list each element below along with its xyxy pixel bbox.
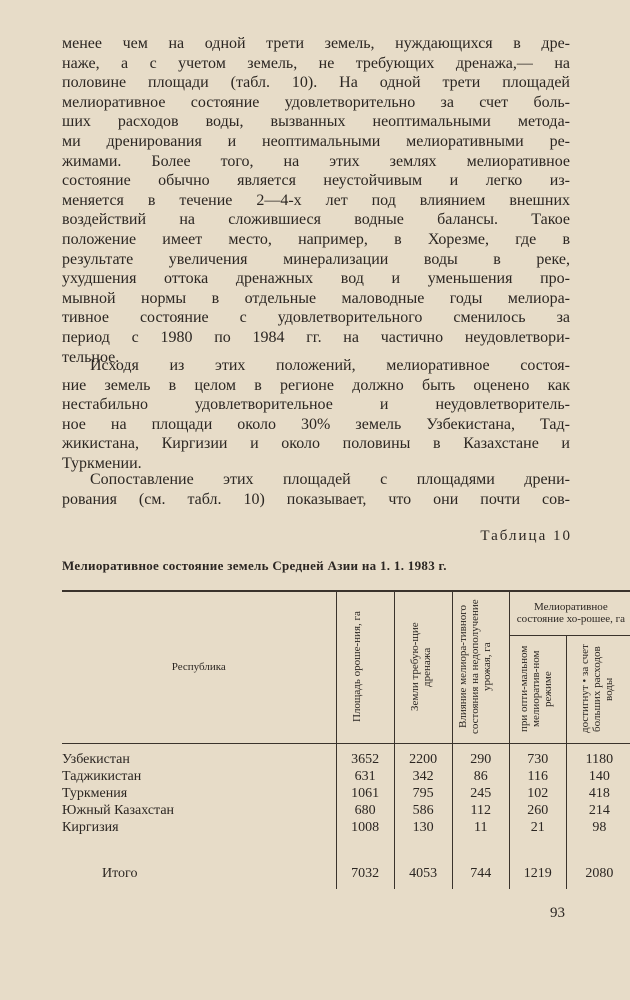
text-line: нестабильно удовлетворительное и неудовлетворитель- [62,396,570,414]
text-line: состояние обычно является неустойчивым и легко из- [62,172,570,190]
header-good-group [509,591,630,635]
header-impact-label: Влияние мелиора-тивного состояния на недополучение урожая, га [456,599,493,735]
cell: 116 [509,769,566,786]
cell: 631 [336,769,394,786]
header-impact [452,591,509,743]
table-caption: Мелиоративное состояние земель Средней Азии на 1. 1. 1983 г. [62,558,447,573]
text-line: Туркмении. [62,454,142,472]
cell: 86 [452,769,509,786]
header-drainage-needed-label: Земли требую-щие дренажа [409,622,434,712]
cell: 245 [452,786,509,803]
text-line: мывной нормы в отдельные маловодные годы мелиора- [62,289,570,307]
table-total-row [62,837,630,889]
row-name: Южный Казахстан [62,803,175,818]
table-row [62,820,630,837]
header-optimal-regime-label: при опти-мальном мелиоратив-ном режиме [517,645,554,733]
cell: 730 [509,743,566,769]
paragraph-1 [62,34,570,367]
text-line: мелиоративное состояние удовлетворительно за счет боль- [62,93,570,111]
total-label: Итого [102,865,138,881]
text-line: меняется в течение 2—4-х лет под влиянием внешних [62,191,570,209]
row-name: Киргизия [62,820,119,835]
cell: 112 [452,803,509,820]
cell: 290 [452,743,509,769]
melioration-table [62,590,630,889]
cell: 2200 [394,743,452,769]
paragraph-3 [62,470,570,509]
text-line: положение имеет место, например, в Хорезме, где в [62,230,570,248]
cell: 260 [509,803,566,820]
header-good-group-label: Мелиоративное состояние хо-рошее, га [516,601,626,626]
text-line: наже, а с учетом земель, не требующих дренажа,— на [62,54,570,72]
text-line: Исходя из этих положений, мелиоративное состоя- [90,357,570,374]
table-label: Таблица 10 [480,528,572,544]
table-row [62,803,630,820]
table-row [62,786,630,803]
text-line: тивное состояние с удовлетворительного сменилось за [62,309,570,327]
row-name: Таджикистан [62,769,142,784]
text-line: воздействий на сложившиеся водные балансы. Такое [62,211,570,229]
cell: 21 [509,820,566,837]
table-row [62,769,630,786]
total-cell: 1219 [509,837,566,889]
cell: 418 [566,786,630,803]
cell: 140 [566,769,630,786]
header-high-water-label: достигнут • за счет больших расходов воды [579,644,616,734]
cell: 1061 [336,786,394,803]
header-irrigated-area [336,591,394,743]
text-line: ухудшения оттока дренажных вод и уменьшения про- [62,270,570,288]
cell: 1180 [566,743,630,769]
text-line: период с 1980 по 1984 гг. на частично неудовлетвори- [62,328,570,346]
cell: 795 [394,786,452,803]
text-line: ших расходов воды, вызванных неоптимальными методa- [62,113,570,131]
cell: 98 [566,820,630,837]
row-name: Узбекистан [62,752,130,767]
total-cell: 4053 [394,837,452,889]
cell: 3652 [336,743,394,769]
header-irrigated-area-label: Площадь ороше-ния, га [351,611,364,723]
header-drainage-needed [394,591,452,743]
cell: 342 [394,769,452,786]
text-line: результате увеличения минерализации воды в реке, [62,250,570,268]
cell: 102 [509,786,566,803]
header-high-water [566,635,630,743]
text-line: жимами. Более того, на этих землях мелиоративное [62,152,570,170]
cell: 586 [394,803,452,820]
text-line: ное на площади около 30% земель Узбекистана, Тад- [62,415,570,433]
text-line: жикистана, Киргизии и около половины в Казахстане и [62,435,570,453]
text-line: тельное. [62,348,120,366]
row-name: Туркмения [62,786,128,801]
table-row [62,743,630,769]
page-number: 93 [550,905,565,921]
cell: 1008 [336,820,394,837]
cell: 214 [566,803,630,820]
cell: 130 [394,820,452,837]
text-line: менее чем на одной трети земель, нуждающихся в дре- [62,35,570,52]
header-republic-label: Республика [171,661,226,674]
header-optimal-regime [509,635,566,743]
cell: 680 [336,803,394,820]
text-line: рования (см. табл. 10) показывает, что они почти сов- [62,490,570,508]
header-republic [62,591,336,743]
cell: 11 [452,820,509,837]
total-cell: 744 [452,837,509,889]
text-line: половине площади (табл. 10). На одной трети площадей [62,74,570,92]
total-cell: 7032 [336,837,394,889]
paragraph-2 [62,356,570,474]
text-line: ми дренирования и неоптимальными мелиоративными ре- [62,132,570,150]
total-cell: 2080 [566,837,630,889]
text-line: Сопоставление этих площадей с площадями дрени- [90,471,570,488]
text-line: ние земель в целом в регионе должно быть оценено как [62,376,570,394]
